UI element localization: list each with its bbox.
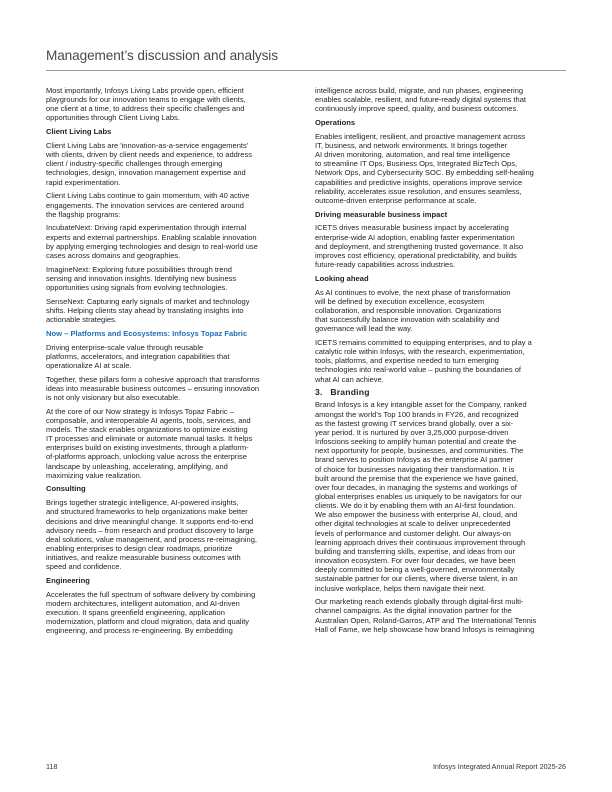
page-number: 118: [46, 762, 58, 771]
left-column: [46, 86, 299, 640]
paragraph: intelligence across build, migrate, and run phases, engineering enables scalable, resilient, and future-ready digital systems that continuously improve speed, quality, and business outcomes.: [315, 86, 526, 114]
paragraph: Client Living Labs are 'innovation-as-a-service engagements' with clients, driven by client needs and experience, to address client / industry-specific challenges through emerging technologies, design, innovation management expertise and rapid experimentation.: [46, 140, 252, 187]
heading-engineering: Engineering: [46, 576, 90, 586]
heading-operations: Operations: [315, 118, 356, 128]
heading-driving-impact: Driving measurable business impact: [315, 209, 448, 219]
paragraph: Brings together strategic intelligence, AI-powered insights, and structured frameworks to help organizations make better decisions and drive meaningful change. It supports end-to-end advisory needs – from research and product discovery to large deal solutions, value management, and process re-reimagining, enabling enterprises to design clear roadmaps, prioritize initiatives, and realize measurable business outcomes with speed and confidence.: [46, 498, 257, 572]
right-column: [315, 86, 568, 639]
paragraph-sensenext: SenseNext: Capturing early signals of market and technology shifts. Helping clients stay ahead by translating insights into actionable strategies.: [46, 296, 250, 324]
paragraph: Driving enterprise-scale value through reusable platforms, accelerators, and integration capabilities that operationalize AI at scale.: [46, 342, 230, 370]
heading-consulting: Consulting: [46, 484, 86, 494]
paragraph: Most importantly, Infosys Living Labs provide open, efficient playgrounds for our innovation teams to engage with clients, one client at a time, to address their specific challenges and opportunities through Client Living Labs.: [46, 86, 246, 123]
paragraph: As AI continues to evolve, the next phase of transformation will be defined by execution excellence, ecosystem collaboration, and responsible innovation. Organizations that successfully balance innovation with scalability and governance will lead the way.: [315, 287, 511, 334]
paragraph-incubatenext: IncubateNext: Driving rapid experimentation through internal experts and external partnerships. Enabling scalable innovation by applying emerging technologies and design to real-world use cases across domains and geographies.: [46, 223, 258, 260]
heading-looking-ahead: Looking ahead: [315, 273, 369, 283]
paragraph: Client Living Labs continue to gain momentum, with 40 active engagements. The innovation services are centered around the flagship programs:: [46, 191, 250, 219]
paragraph: ICETS remains committed to equipping enterprises, and to play a catalytic role within Infosys, with the research, experimentation, tools, platforms, and expertise needed to turn emerging technologies into real-world value – pushing the boundaries of what AI can achieve.: [315, 337, 532, 384]
paragraph: At the core of our Now strategy is Infosys Topaz Fabric – composable, and interoperable AI agents, tools, services, and models. The stack enables organizations to optimize existing IT processes and eliminate or automate manual tasks. It helps enterprises build on existing investments, through a platform- of-platforms approach, unlocking value across the enterprise landscape by unleashing, accelerating, amplifying, and maximizing value realization.: [46, 406, 253, 480]
heading-branding: 3. Branding: [315, 387, 370, 398]
heading-client-living-labs: Client Living Labs: [46, 127, 112, 137]
paragraph: Our marketing reach extends globally through digital-first multi- channel campaigns. As the digital innovation partner for the Australian Open, Roland-Garros, ATP and The International Tennis Hall of Fame, we help showcase how brand Infosys is reimagining: [315, 597, 537, 634]
page-section-title: Management’s discussion and analysis: [46, 48, 278, 63]
paragraph: ICETS drives measurable business impact by accelerating enterprise-wide AI adoption, enabling faster experimentation and deployment, and strengthening trusted governance. It also improves cost efficiency, operational predictability, and builds future-ready capabilities across industries.: [315, 223, 524, 270]
paragraph-imaginenext: ImagineNext: Exploring future possibilities through trend sensing and innovation insights. Identifying new business opportunities using signals from evolving technologies.: [46, 264, 237, 292]
paragraph: Together, these pillars form a cohesive approach that transforms ideas into measurable business outcomes – ensuring innovation is not only visionary but also executable.: [46, 374, 260, 402]
header-divider: [46, 70, 566, 71]
report-title: Infosys Integrated Annual Report 2025-26: [432, 762, 566, 771]
paragraph: Enables intelligent, resilient, and proactive management across IT, business, and network environments. It brings together AI driven monitoring, automation, and real time intelligence to streamline IT Ops, Business Ops, Integrated BizTech Ops, Network Ops, and Cybersecurity SOC. By embedding self-healing capabilities and predictive insights, operations improve service reliability, accelerates issue resolution, and ensures seamless, outcome-driven enterprise performance at scale.: [315, 131, 534, 205]
paragraph: Brand Infosys is a key intangible asset for the Company, ranked amongst the world’s Top 100 brands in FY26, and recognized as the fastest growing IT services brand globally, over a six- year period. It is nurtured by over 3,25,000 purpose-driven Infoscions seeking to amplify human potential and create the next opportunity for people, businesses, and communities. The brand serves to position Infosys as the enterprise AI partner of choice for businesses navigating their transformation. It is built around the premise that the experience we have gained, over four decades, in managing the systems and workings of global enterprises enables us uniquely to be navigators for our clients. We do it by enabling them with an AI-first foundation. We also empower the business with enterprise AI, cloud, and other digital technologies at scale to deliver unprecedented levels of performance and customer delight. Our always-on learning approach drives their continuous improvement through building and transferring skills, expertise, and ideas from our innovation ecosystem. For over four decades, we have been deeply committed to being a well-governed, environmentally sustainable partner for our clients, where diverse talent, in an inclusive workplace, helps them navigate their next.: [315, 400, 527, 593]
heading-now-platforms: Now – Platforms and Ecosystems: Infosys Topaz Fabric: [46, 328, 248, 338]
paragraph: Accelerates the full spectrum of software delivery by combining modern architectures, intelligent automation, and AI-driven execution. It spans greenfield engineering, application modernization, platform and cloud migration, data and quality engineering, and process re-engineering. By embedding: [46, 589, 256, 636]
